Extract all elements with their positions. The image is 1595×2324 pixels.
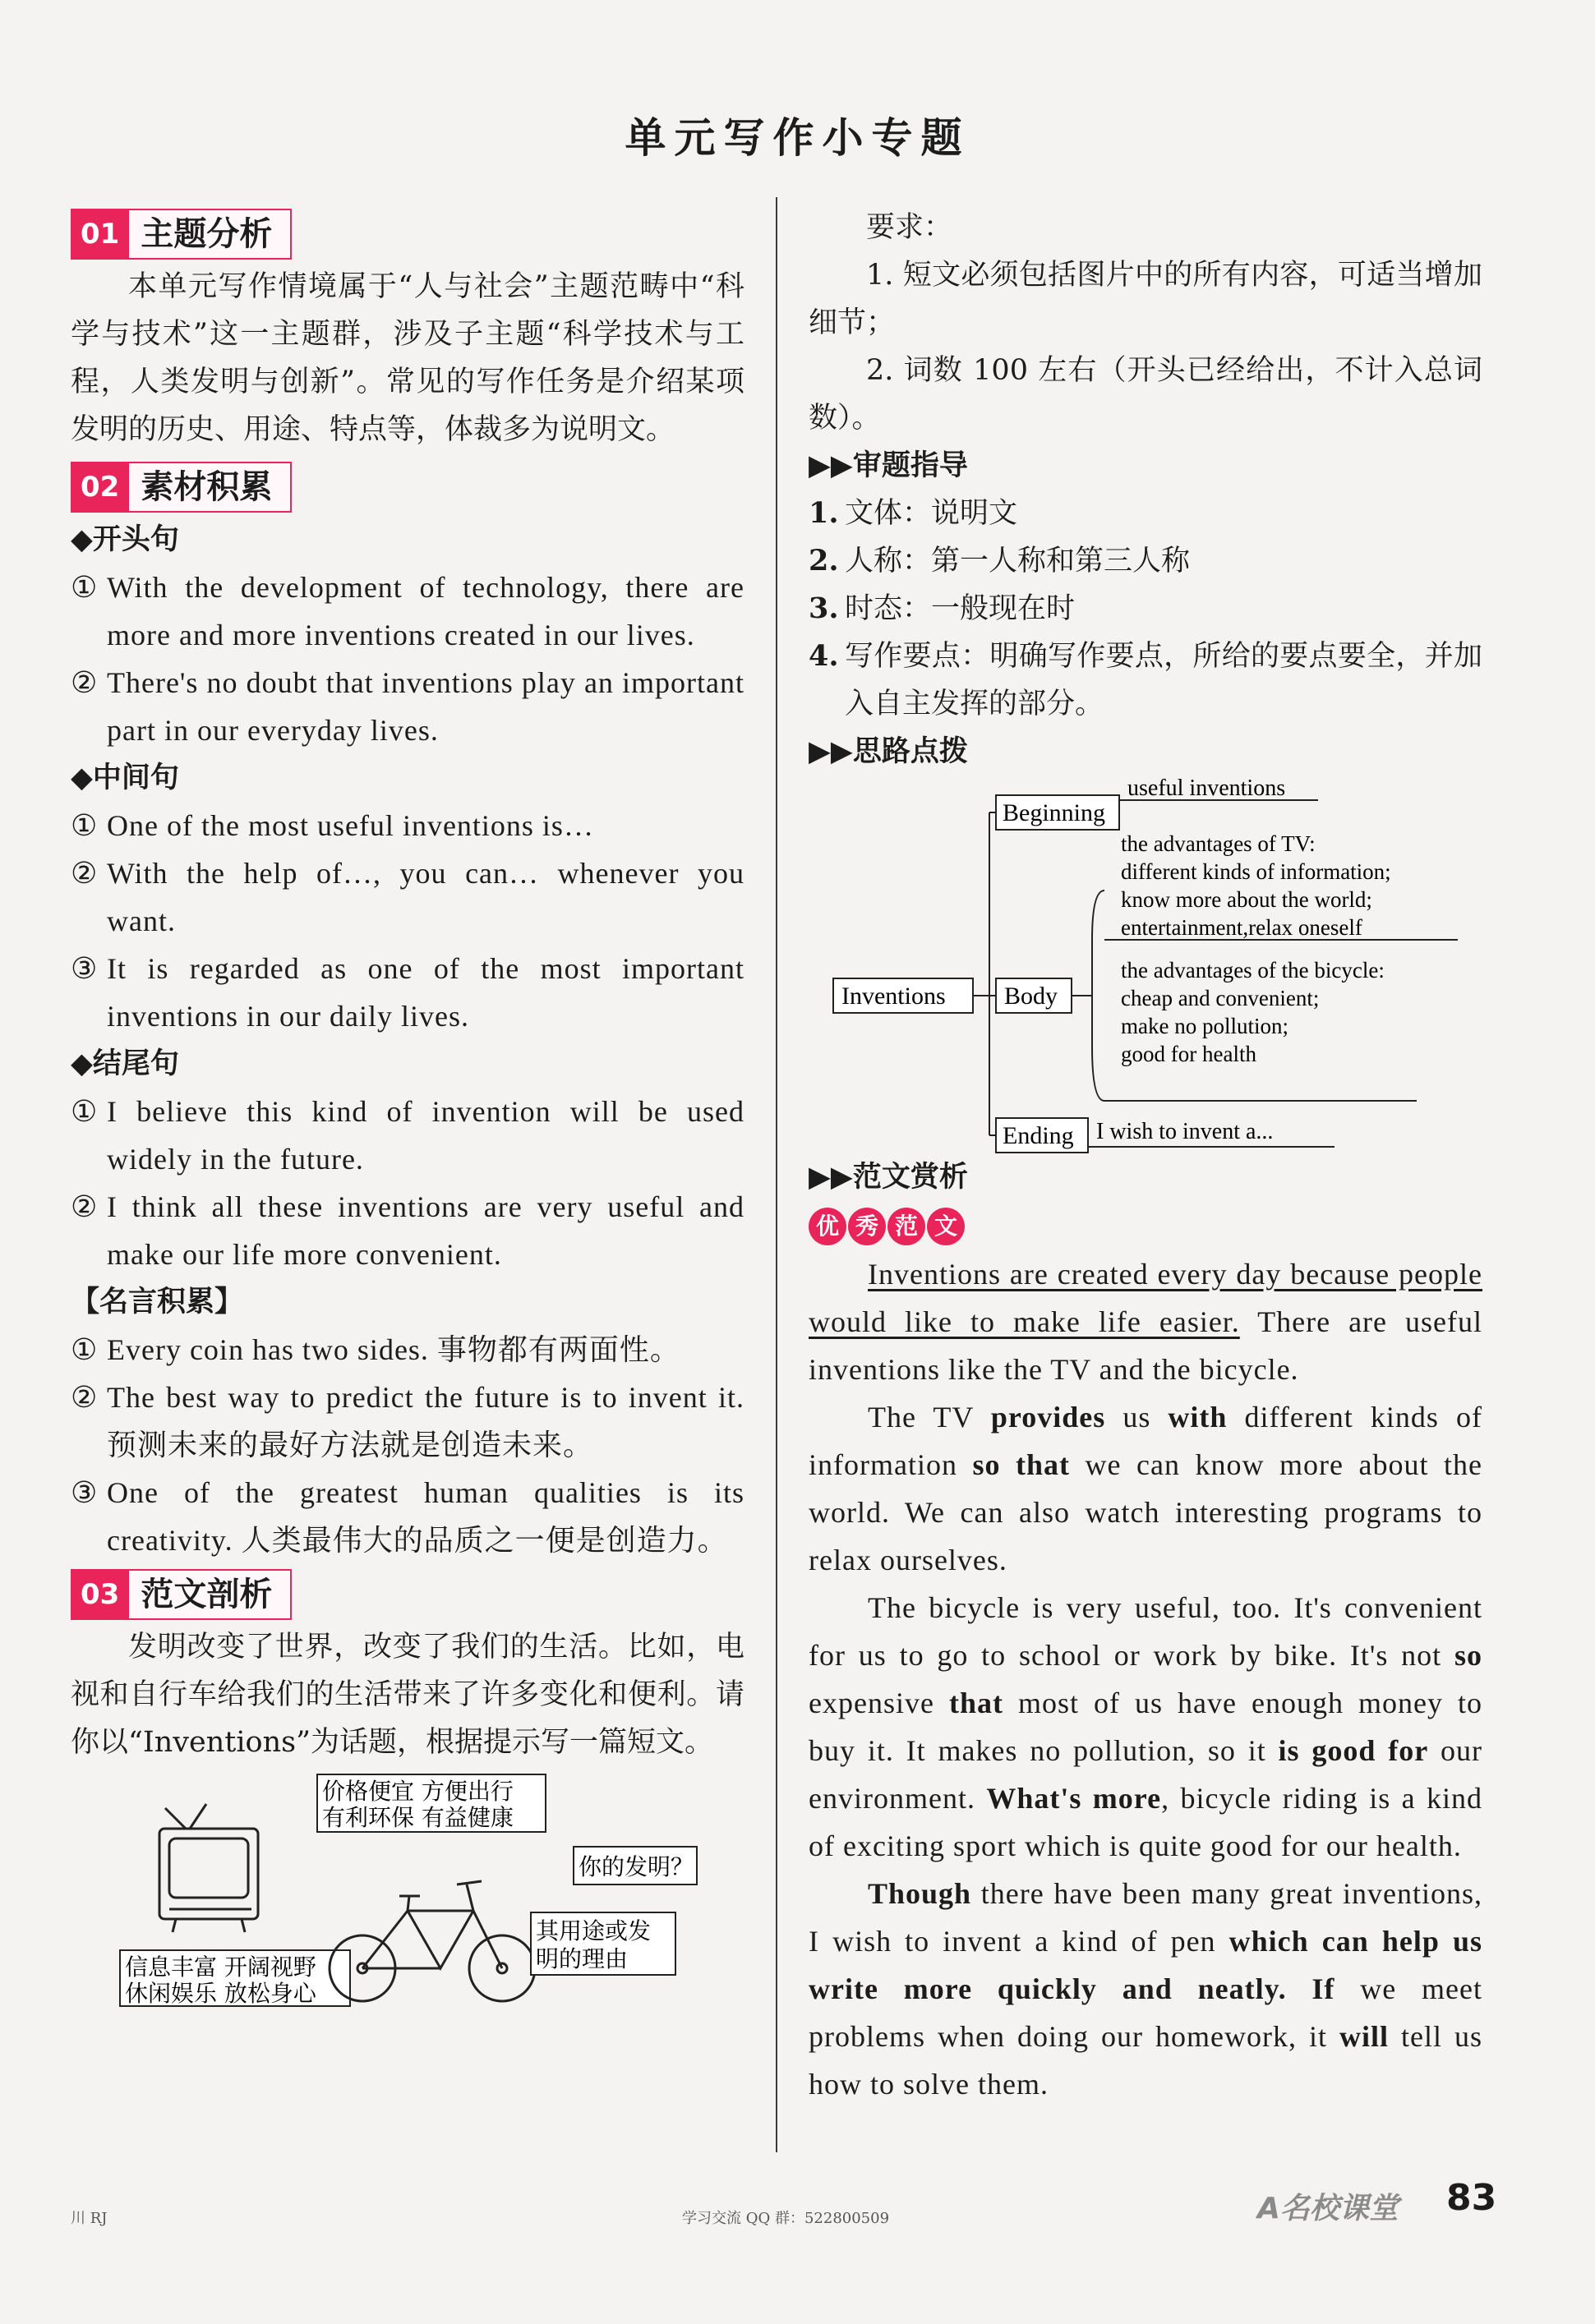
- body-label: Body: [1004, 983, 1058, 1010]
- section-header-theme: [71, 209, 744, 260]
- essay-run: us: [1105, 1401, 1169, 1434]
- essay-run: different kinds of information: [809, 1401, 1482, 1481]
- brand-logo: A名校课堂: [1257, 2192, 1399, 2225]
- right-column: [809, 204, 1482, 2108]
- essay-run: What's more: [986, 1782, 1162, 1815]
- bike-caption-line1: 价格便宜 方便出行: [322, 1778, 514, 1805]
- essay-run: there have been many great inventions, I wish to invent a kind of pen: [809, 1877, 1482, 1958]
- page-title: 单元写作小专题: [625, 114, 970, 162]
- page-number: 83: [1446, 2177, 1497, 2219]
- list-item: 2. 人称：第一人称和第三人称: [809, 544, 1191, 578]
- section-number: 01: [71, 209, 129, 260]
- body-tv-2: know more about the world;: [1121, 887, 1372, 912]
- prompt-illustration: [71, 1771, 744, 2009]
- list-item: ② There's no doubt that inventions play an important part in our everyday lives.: [71, 666, 744, 747]
- left-column: [71, 204, 744, 2009]
- ending-label: Ending: [1003, 1122, 1074, 1149]
- model-essay: [809, 1250, 1482, 2108]
- opening-sentences: [71, 564, 744, 754]
- beginning-note: useful inventions: [1127, 775, 1286, 801]
- essay-paragraph-4: [809, 1870, 1482, 2108]
- footer-edition: 川 RJ: [71, 2210, 108, 2227]
- list-item: ① With the development of technology, there are more and more inventions created in our lives.: [71, 571, 744, 651]
- list-item: ③ It is regarded as one of the most important inventions in our daily lives.: [71, 952, 744, 1033]
- tv-caption-line2: 休闲娱乐 放松身心: [125, 1980, 316, 2007]
- section-number: 03: [71, 1569, 129, 1620]
- ending-note: I wish to invent a...: [1096, 1119, 1274, 1144]
- body-bike-0: the advantages of the bicycle:: [1121, 958, 1385, 983]
- list-item: ① Every coin has two sides. 事物都有两面性。: [71, 1333, 680, 1366]
- list-item: ② I think all these inventions are very useful and make our life more convenient.: [71, 1190, 744, 1271]
- bike-caption-line2: 有利环保 有益健康: [322, 1804, 514, 1831]
- body-tv-1: different kinds of information;: [1121, 859, 1391, 884]
- requirement-2: 2. 词数 100 左右（开头已经给出，不计入总词数）。: [809, 354, 1482, 435]
- tv-icon: [159, 1804, 258, 1932]
- essay-run: expensive: [809, 1687, 949, 1719]
- bicycle-icon: [330, 1881, 535, 2001]
- essay-paragraph-3: [809, 1584, 1482, 1870]
- body-bike-2: make no pollution;: [1121, 1014, 1288, 1038]
- middle-sentences-label: ◆中间句: [71, 762, 179, 794]
- essay-run: we can know more about the world. We can also watch interesting programs to relax ourselves.: [809, 1448, 1482, 1576]
- requirement-1: 1. 短文必须包括图片中的所有内容，可适当增加细节；: [809, 259, 1482, 339]
- list-item: ③ One of the greatest human qualities is its creativity. 人类最伟大的品质之一便是创造力。: [71, 1476, 744, 1557]
- essay-paragraph-2: [809, 1393, 1482, 1584]
- requirements-label: 要求：: [866, 211, 953, 244]
- excellent-essay-badge: 优 秀 范 文: [809, 1208, 965, 1245]
- body-bike-1: cheap and convenient;: [1121, 986, 1320, 1010]
- section-title: 素材积累: [129, 462, 292, 513]
- body-tv-3: entertainment,relax oneself: [1121, 915, 1362, 940]
- section-header-model-essay: [71, 1569, 744, 1620]
- mind-map: [809, 775, 1482, 1153]
- essay-paragraph-1: Inventions are created every day because people would like to make life easier. There are useful inventions like the TV and the bicycle.: [809, 1258, 1482, 1386]
- footer-qq-group: 学习交流 QQ 群：522800509: [682, 2210, 890, 2227]
- essay-run: most of us have enough money to buy it. It makes no pollution, so it: [809, 1687, 1482, 1767]
- essay-run: The TV: [868, 1401, 991, 1434]
- essay-run: our environment.: [809, 1734, 1482, 1815]
- ending-sentences: [71, 1088, 744, 1278]
- list-item: ① One of the most useful inventions is…: [71, 809, 594, 842]
- model-essay-label: ▶▶范文赏析: [809, 1161, 968, 1194]
- beginning-label: Beginning: [1003, 799, 1105, 826]
- column-divider: [776, 197, 777, 2152]
- essay-run: will: [1339, 2020, 1389, 2053]
- root-label: Inventions: [841, 983, 946, 1010]
- section-title: 主题分析: [129, 209, 292, 260]
- essay-run: tell us how to solve them.: [809, 2020, 1482, 2101]
- idea-tips-label: ▶▶思路点拨: [809, 735, 968, 768]
- writing-prompt: 发明改变了世界，改变了我们的生活。比如，电视和自行车给我们的生活带来了许多变化和便利。请你以“Inventions”为话题，根据提示写一篇短文。: [71, 1631, 744, 1759]
- essay-run: with: [1168, 1401, 1228, 1434]
- body-tv-0: the advantages of TV:: [1121, 831, 1316, 856]
- list-item: ① I believe this kind of invention will be used widely in the future.: [71, 1095, 744, 1176]
- essay-run: provides: [990, 1401, 1106, 1434]
- list-item: 4. 写作要点：明确写作要点，所给的要点要全，并加入自主发挥的部分。: [809, 639, 1482, 720]
- reason-line2: 明的理由: [536, 1945, 629, 1972]
- essay-run: , bicycle riding is a kind of exciting sport which is quite good for our health.: [809, 1782, 1482, 1862]
- tv-caption-line1: 信息丰富 开阔视野: [125, 1954, 316, 1981]
- opening-sentences-label: ◆开头句: [71, 523, 179, 556]
- section-title: 范文剖析: [129, 1569, 292, 1620]
- essay-run: so that: [972, 1448, 1071, 1481]
- middle-sentences: [71, 802, 744, 1040]
- essay-run: which can help us write more quickly and neatly. If: [809, 1925, 1483, 2005]
- list-item: 3. 时态：一般现在时: [809, 591, 1076, 625]
- quotes-label: 【名言积累】: [71, 1286, 244, 1318]
- task-guide-label: ▶▶审题指导: [809, 449, 968, 482]
- essay-run: we meet problems when doing our homework, it: [809, 1972, 1482, 2053]
- essay-run: is good for: [1278, 1734, 1429, 1767]
- essay-run: so: [1454, 1639, 1482, 1672]
- quotes: [71, 1326, 744, 1564]
- reason-line1: 其用途或发: [536, 1917, 652, 1944]
- theme-analysis-text: 本单元写作情境属于“人与社会”主题范畴中“科学与技术”这一主题群，涉及子主题“科学技术与工程，人类发明与创新”。常见的写作任务是介绍某项发明的历史、用途、特点等，体裁多为说明文。: [71, 270, 744, 446]
- essay-run: Though: [868, 1877, 972, 1910]
- your-invention-label: 你的发明？: [579, 1853, 694, 1880]
- ending-sentences-label: ◆结尾句: [71, 1047, 179, 1080]
- essay-run: that: [948, 1687, 1003, 1719]
- section-header-materials: [71, 462, 744, 513]
- essay-run: The bicycle is very useful, too. It's convenient for us to go to school or work by bike. It's not: [809, 1591, 1482, 1672]
- task-guide-list: [809, 490, 1482, 728]
- list-item: 1. 文体：说明文: [809, 496, 1018, 530]
- section-number: 02: [71, 462, 129, 513]
- list-item: ② With the help of…, you can… whenever you want.: [71, 857, 744, 937]
- body-bike-3: good for health: [1121, 1042, 1256, 1066]
- list-item: ② The best way to predict the future is to invent it. 预测未来的最好方法就是创造未来。: [71, 1381, 744, 1461]
